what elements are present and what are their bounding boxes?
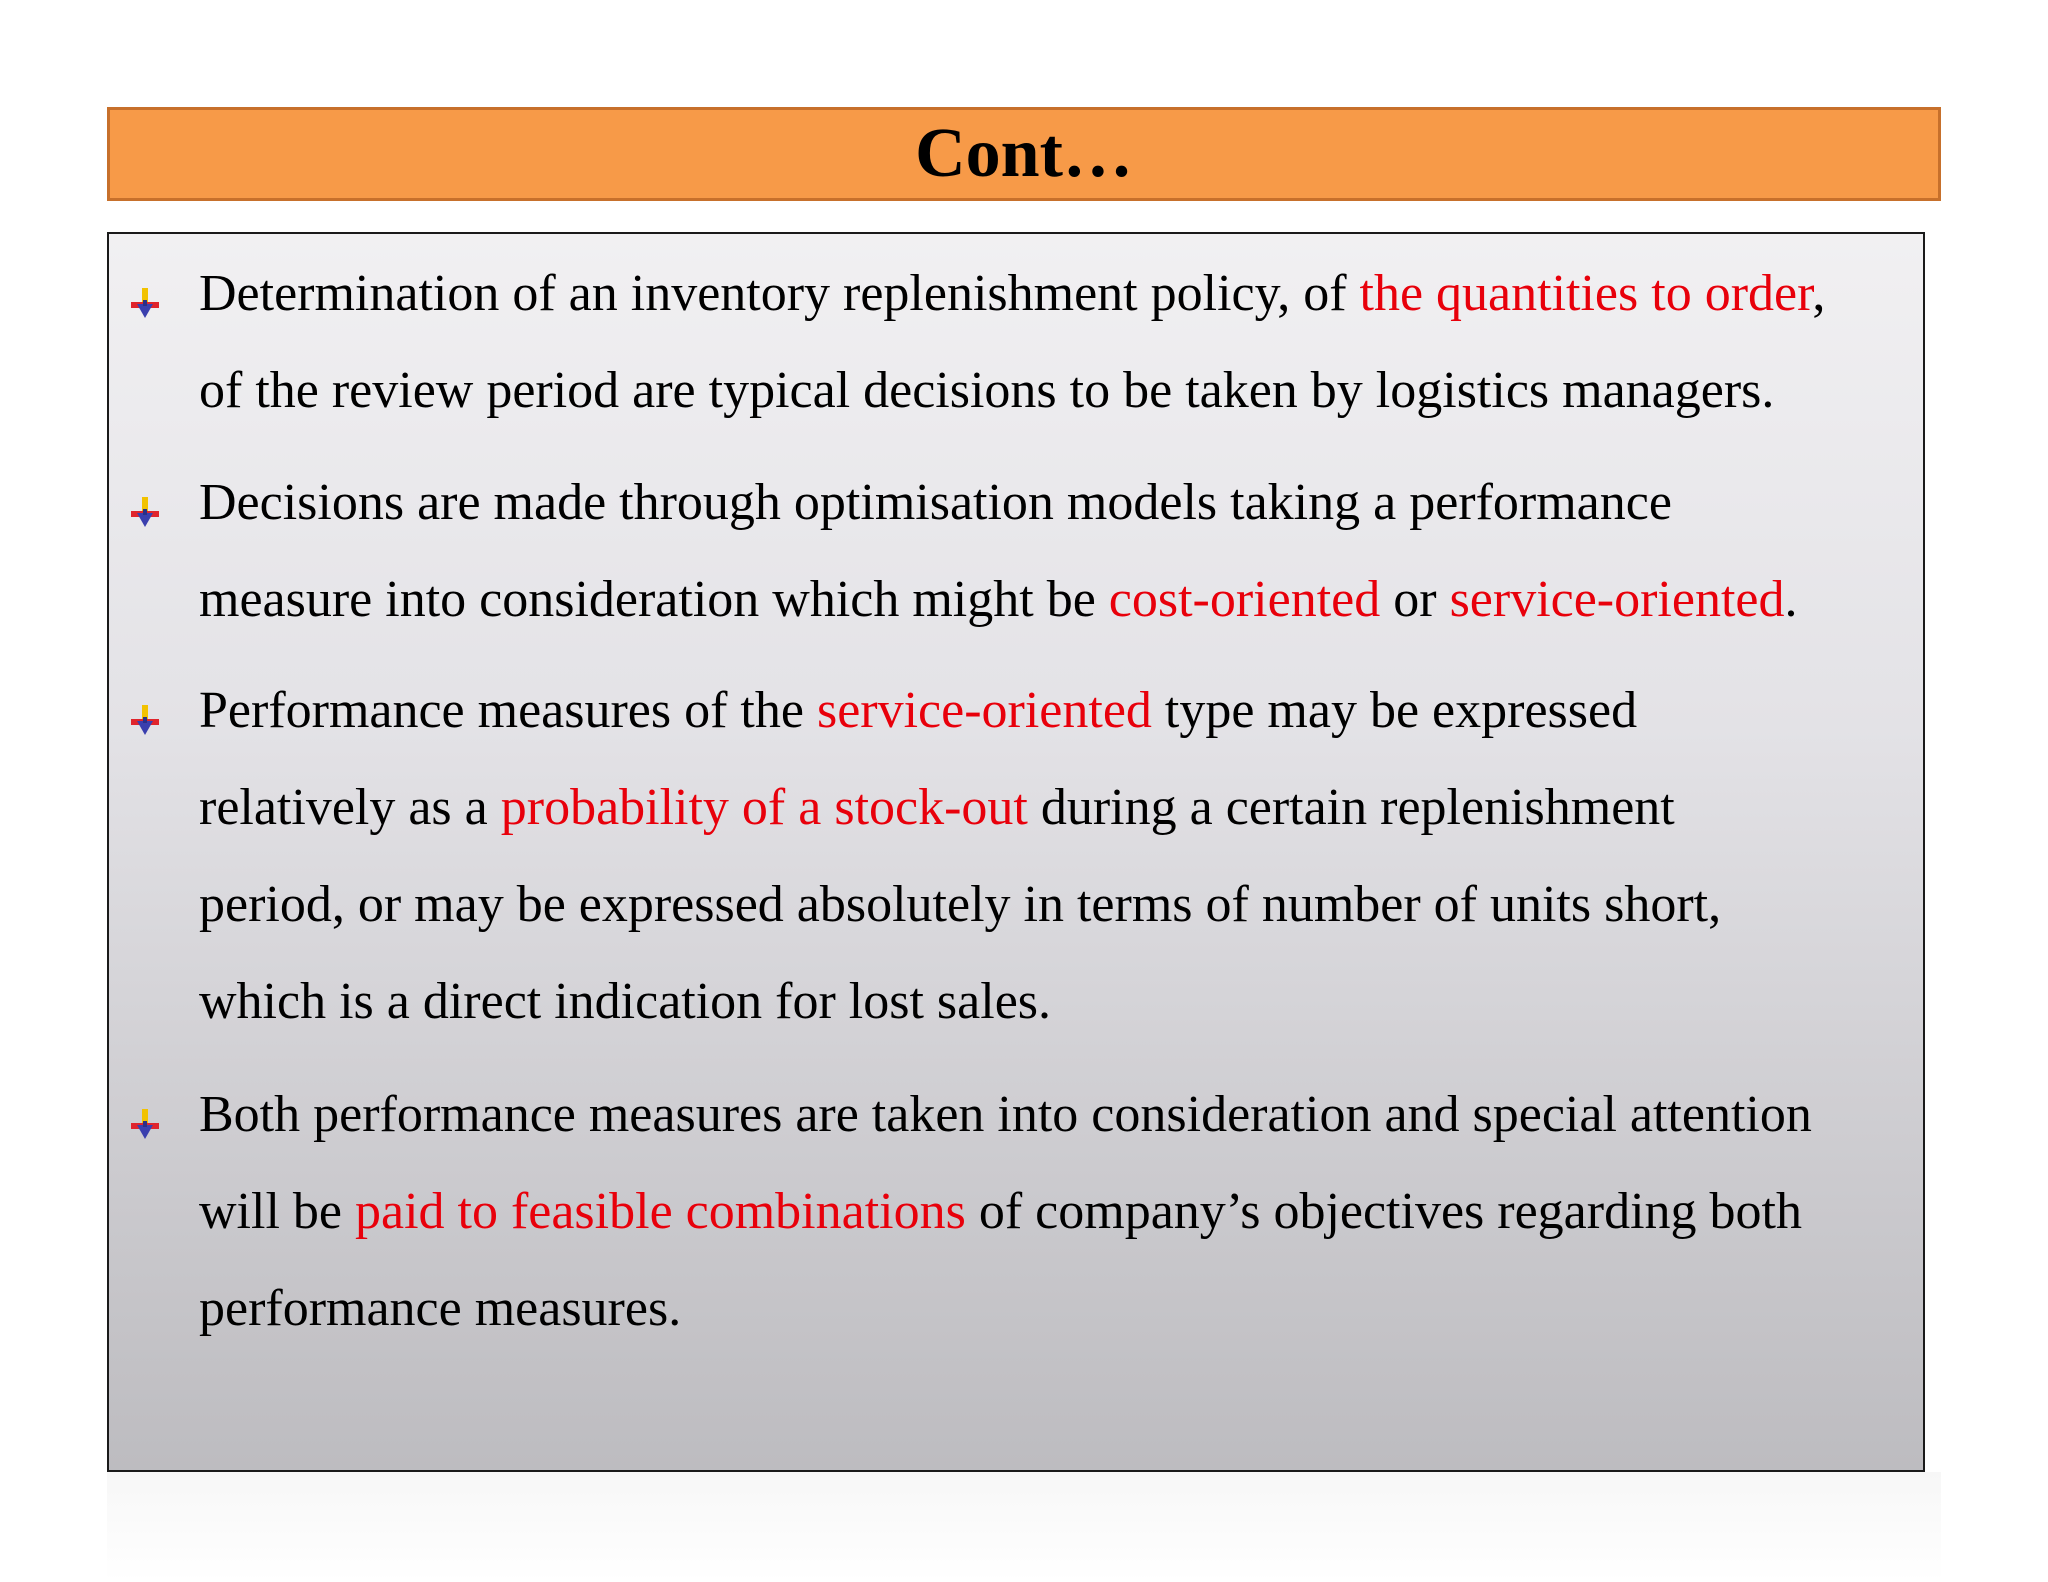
highlighted-text: service-oriented — [816, 682, 1152, 739]
body-text: performance measures. — [199, 1280, 682, 1337]
body-text: of the review period are typical decisions to be taken by logistics managers. — [199, 362, 1775, 419]
bullet-text-line — [199, 1085, 1812, 1145]
highlighted-text: paid to feasible combinations — [354, 1183, 966, 1240]
body-text: Performance measures of the — [199, 682, 817, 739]
body-text: , — [1812, 265, 1826, 322]
body-text: Decisions are made through optimisation models taking a performance — [199, 474, 1672, 531]
body-text: will be — [199, 1183, 355, 1240]
title-bar — [107, 107, 1941, 201]
bullet-text-line — [199, 681, 1637, 741]
body-text: period, or may be expressed absolutely in terms of number of units short, — [199, 876, 1722, 933]
body-text: measure into consideration which might be — [199, 571, 1109, 628]
down-arrow-bullet-icon — [129, 1107, 161, 1143]
body-text: type may be expressed — [1151, 682, 1638, 739]
body-text: which is a direct indication for lost sales. — [199, 973, 1052, 1030]
highlighted-text: service-oriented — [1449, 571, 1785, 628]
footer-area — [107, 1472, 1941, 1582]
body-text: relatively as a — [199, 779, 501, 836]
body-text: Determination of an inventory replenishment policy, of — [199, 265, 1360, 322]
body-text: during a certain replenishment — [1027, 779, 1675, 836]
highlighted-text: the quantities to order — [1359, 265, 1813, 322]
bullet-text-line — [199, 570, 1798, 630]
body-text: Both performance measures are taken into consideration and special attention — [199, 1086, 1812, 1143]
content-box — [107, 232, 1925, 1472]
bullet-text-line — [199, 778, 1675, 838]
highlighted-text: probability of a stock-out — [500, 779, 1028, 836]
bullet-text-line — [199, 1182, 1802, 1242]
bullet-text-line — [199, 264, 1825, 324]
body-text: of company’s objectives regarding both — [965, 1183, 1802, 1240]
bullet-text-line — [199, 1279, 681, 1339]
bullet-text-line — [199, 473, 1672, 533]
body-text: . — [1784, 571, 1798, 628]
down-arrow-bullet-icon — [129, 495, 161, 531]
body-text: or — [1380, 571, 1450, 628]
down-arrow-bullet-icon — [129, 286, 161, 322]
bullet-text-line — [199, 972, 1051, 1032]
highlighted-text: cost-oriented — [1108, 571, 1381, 628]
down-arrow-bullet-icon — [129, 703, 161, 739]
slide-title: Cont… — [915, 115, 1133, 192]
bullet-text-line — [199, 875, 1721, 935]
bullet-text-line — [199, 361, 1774, 421]
